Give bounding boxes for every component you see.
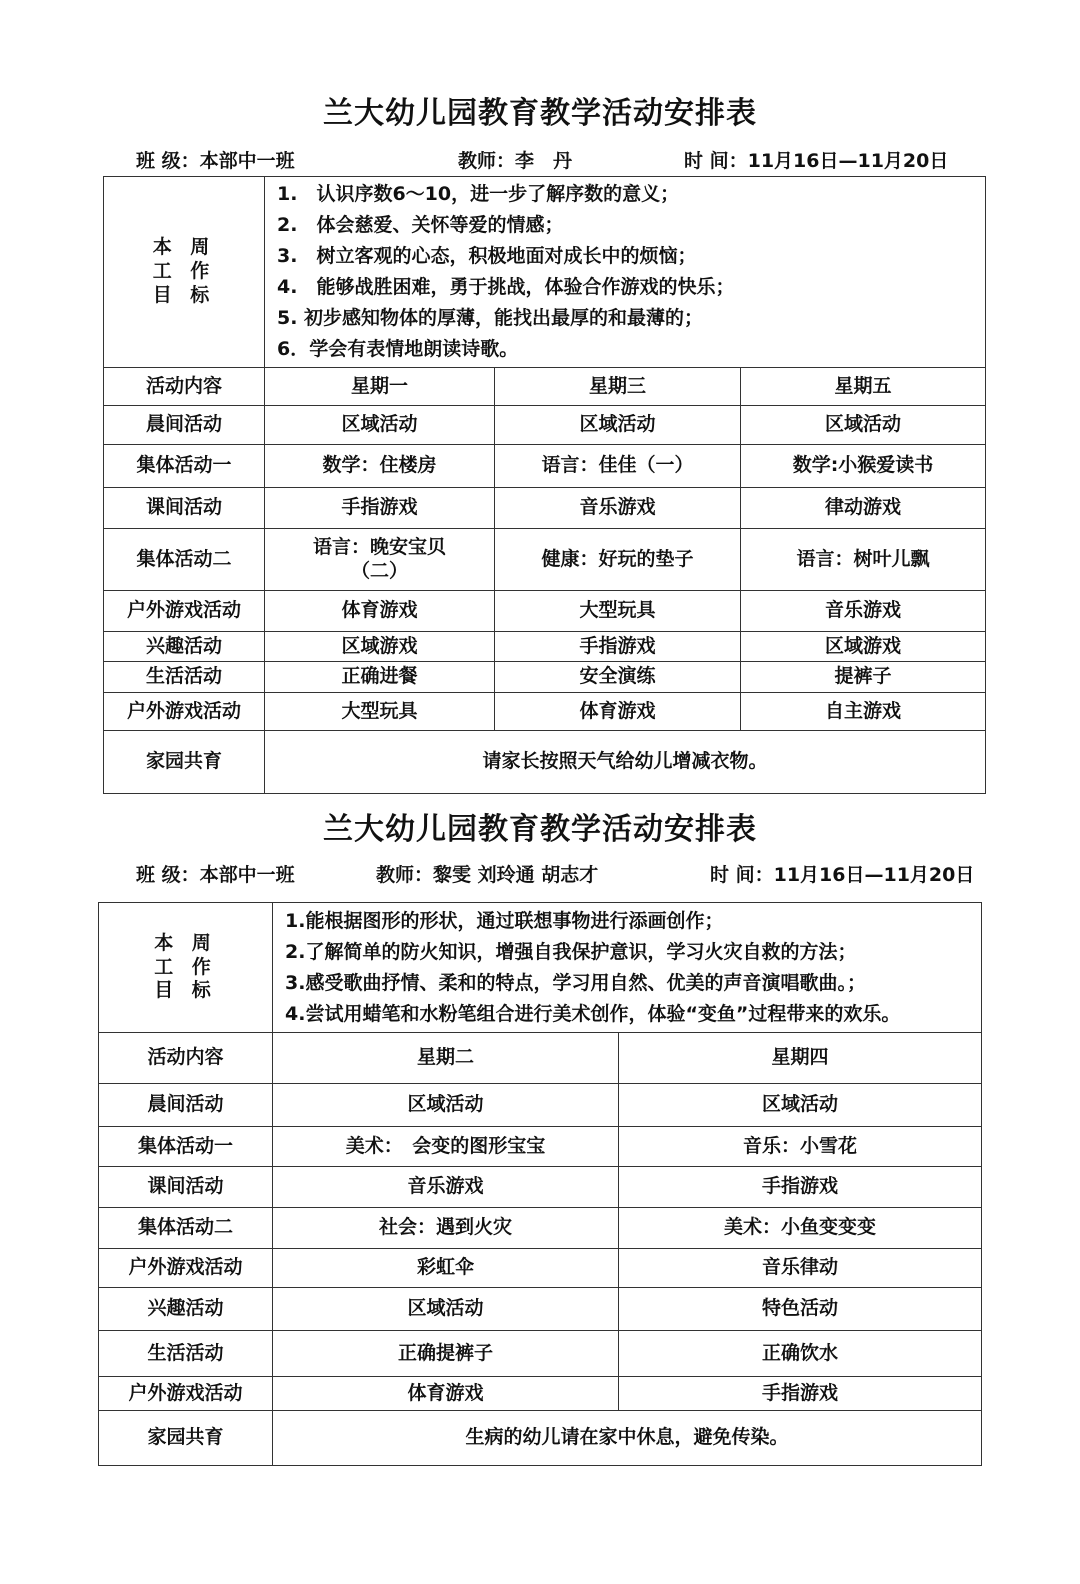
family-row xyxy=(104,731,986,794)
table-cell: 特色活动 xyxy=(619,1288,982,1331)
activity-label: 生活活动 xyxy=(99,1331,273,1377)
family-text: 请家长按照天气给幼儿增减衣物。 xyxy=(265,731,986,794)
table-cell: 区域活动 xyxy=(619,1084,982,1127)
goals-list xyxy=(273,903,982,1033)
table-cell: 美术：小鱼变变变 xyxy=(619,1208,982,1249)
family-text: 生病的幼儿请在家中休息，避免传染。 xyxy=(273,1411,982,1466)
table-row xyxy=(99,1208,982,1249)
table-cell: 区域活动 xyxy=(265,406,495,445)
activity-label: 晨间活动 xyxy=(104,406,265,445)
schedule-title-1: 兰大幼儿园教育教学活动安排表 xyxy=(323,96,757,131)
table-row xyxy=(104,445,986,488)
header-cell: 星期四 xyxy=(619,1033,982,1084)
table-cell: 体育游戏 xyxy=(265,591,495,632)
activity-label: 户外游戏活动 xyxy=(104,693,265,731)
table-cell: 手指游戏 xyxy=(619,1377,982,1411)
table-cell: 数学：住楼房 xyxy=(265,445,495,488)
table-cell: 体育游戏 xyxy=(495,693,741,731)
activity-label: 课间活动 xyxy=(104,488,265,529)
table-cell: 区域活动 xyxy=(273,1288,619,1331)
activity-label: 课间活动 xyxy=(99,1167,273,1208)
class-info-2: 班 级：本部中一班 xyxy=(136,864,295,886)
header-cell: 活动内容 xyxy=(99,1033,273,1084)
table-row xyxy=(104,529,986,591)
table-cell: 区域活动 xyxy=(495,406,741,445)
goal-item: 3.感受歌曲抒情、柔和的特点，学习用自然、优美的声音演唱歌曲。； xyxy=(285,971,866,994)
table-row xyxy=(99,1377,982,1411)
table-cell: 手指游戏 xyxy=(495,632,741,662)
table-row xyxy=(104,406,986,445)
table-row xyxy=(104,591,986,632)
goals-label: 本 周 工 作 目 标 xyxy=(104,177,265,368)
table-cell: 正确提裤子 xyxy=(273,1331,619,1377)
table-cell: 自主游戏 xyxy=(741,693,986,731)
schedule-table-2 xyxy=(98,902,982,1466)
table-cell: 安全演练 xyxy=(495,662,741,693)
table-cell: 社会：遇到火灾 xyxy=(273,1208,619,1249)
table-cell: 美术： 会变的图形宝宝 xyxy=(273,1127,619,1167)
table-row xyxy=(99,1084,982,1127)
table-cell: 提裤子 xyxy=(741,662,986,693)
header-row xyxy=(99,1033,982,1084)
activity-label: 户外游戏活动 xyxy=(99,1249,273,1288)
activity-label: 集体活动一 xyxy=(104,445,265,488)
table-cell: 区域活动 xyxy=(273,1084,619,1127)
time-info-1: 时 间：11月16日—11月20日 xyxy=(684,150,949,172)
table-cell: 音乐游戏 xyxy=(495,488,741,529)
schedule-title-2: 兰大幼儿园教育教学活动安排表 xyxy=(323,812,757,847)
table-row xyxy=(104,693,986,731)
goals-row xyxy=(99,903,982,1033)
activity-label: 集体活动二 xyxy=(104,529,265,591)
goals-row xyxy=(104,177,986,368)
goal-item: 1. 认识序数6～10，进一步了解序数的意义； xyxy=(277,183,680,205)
table-row xyxy=(99,1249,982,1288)
table-cell: 健康：好玩的垫子 xyxy=(495,529,741,591)
table-cell: 大型玩具 xyxy=(495,591,741,632)
table-cell: 区域游戏 xyxy=(265,632,495,662)
table-row xyxy=(99,1127,982,1167)
goal-item: 6．学会有表情地朗读诗歌。 xyxy=(277,338,519,360)
header-cell: 星期一 xyxy=(265,368,495,406)
family-row xyxy=(99,1411,982,1466)
header-cell: 星期二 xyxy=(273,1033,619,1084)
activity-label: 兴趣活动 xyxy=(104,632,265,662)
table-cell: 正确进餐 xyxy=(265,662,495,693)
table-cell: 律动游戏 xyxy=(741,488,986,529)
teacher-info-2: 教师：黎雯 刘玲通 胡志才 xyxy=(376,864,599,886)
goal-item: 1.能根据图形的形状，通过联想事物进行添画创作； xyxy=(285,909,724,932)
header-cell: 活动内容 xyxy=(104,368,265,406)
family-label: 家园共育 xyxy=(99,1411,273,1466)
table-cell: 区域活动 xyxy=(741,406,986,445)
table-cell: 手指游戏 xyxy=(619,1167,982,1208)
goal-item: 4. 能够战胜困难，勇于挑战，体验合作游戏的快乐； xyxy=(277,276,735,298)
table-cell: 音乐游戏 xyxy=(273,1167,619,1208)
table-row xyxy=(99,1288,982,1331)
table-row xyxy=(99,1331,982,1377)
activity-label: 集体活动一 xyxy=(99,1127,273,1167)
teacher-info-1: 教师：李 丹 xyxy=(458,150,573,172)
goal-item: 5. 初步感知物体的厚薄，能找出最厚的和最薄的； xyxy=(277,307,704,329)
table-cell: 音乐律动 xyxy=(619,1249,982,1288)
table-cell: 语言：佳佳（一） xyxy=(495,445,741,488)
table-cell: 手指游戏 xyxy=(265,488,495,529)
table-cell: 语言：树叶儿飘 xyxy=(741,529,986,591)
table-cell: 彩虹伞 xyxy=(273,1249,619,1288)
goal-item: 2. 体会慈爱、关怀等爱的情感； xyxy=(277,214,564,236)
activity-label: 生活活动 xyxy=(104,662,265,693)
table-cell: 音乐：小雪花 xyxy=(619,1127,982,1167)
table-row xyxy=(104,488,986,529)
table-row xyxy=(104,632,986,662)
table-cell: 大型玩具 xyxy=(265,693,495,731)
table-cell: 数学:小猴爱读书 xyxy=(741,445,986,488)
goal-item: 2.了解简单的防火知识，增强自我保护意识，学习火灾自救的方法； xyxy=(285,940,857,963)
table-cell: 区域游戏 xyxy=(741,632,986,662)
header-row xyxy=(104,368,986,406)
goal-item: 4.尝试用蜡笔和水粉笔组合进行美术创作，体验“变鱼”过程带来的欢乐。 xyxy=(285,1002,901,1025)
activity-label: 兴趣活动 xyxy=(99,1288,273,1331)
class-info-1: 班 级：本部中一班 xyxy=(136,150,295,172)
family-label: 家园共育 xyxy=(104,731,265,794)
activity-label: 集体活动二 xyxy=(99,1208,273,1249)
activity-label: 户外游戏活动 xyxy=(99,1377,273,1411)
schedule-table-1 xyxy=(103,176,986,794)
header-cell: 星期三 xyxy=(495,368,741,406)
activity-label: 户外游戏活动 xyxy=(104,591,265,632)
table-cell: 体育游戏 xyxy=(273,1377,619,1411)
table-cell: 音乐游戏 xyxy=(741,591,986,632)
table-row xyxy=(104,662,986,693)
goal-item: 3. 树立客观的心态，积极地面对成长中的烦恼； xyxy=(277,245,697,267)
table-row xyxy=(99,1167,982,1208)
table-cell: 正确饮水 xyxy=(619,1331,982,1377)
table-cell: 语言：晚安宝贝（二） xyxy=(265,529,495,591)
goals-list xyxy=(265,177,986,368)
header-cell: 星期五 xyxy=(741,368,986,406)
activity-label: 晨间活动 xyxy=(99,1084,273,1127)
time-info-2: 时 间：11月16日—11月20日 xyxy=(710,864,975,886)
goals-label: 本 周 工 作 目 标 xyxy=(99,903,273,1033)
